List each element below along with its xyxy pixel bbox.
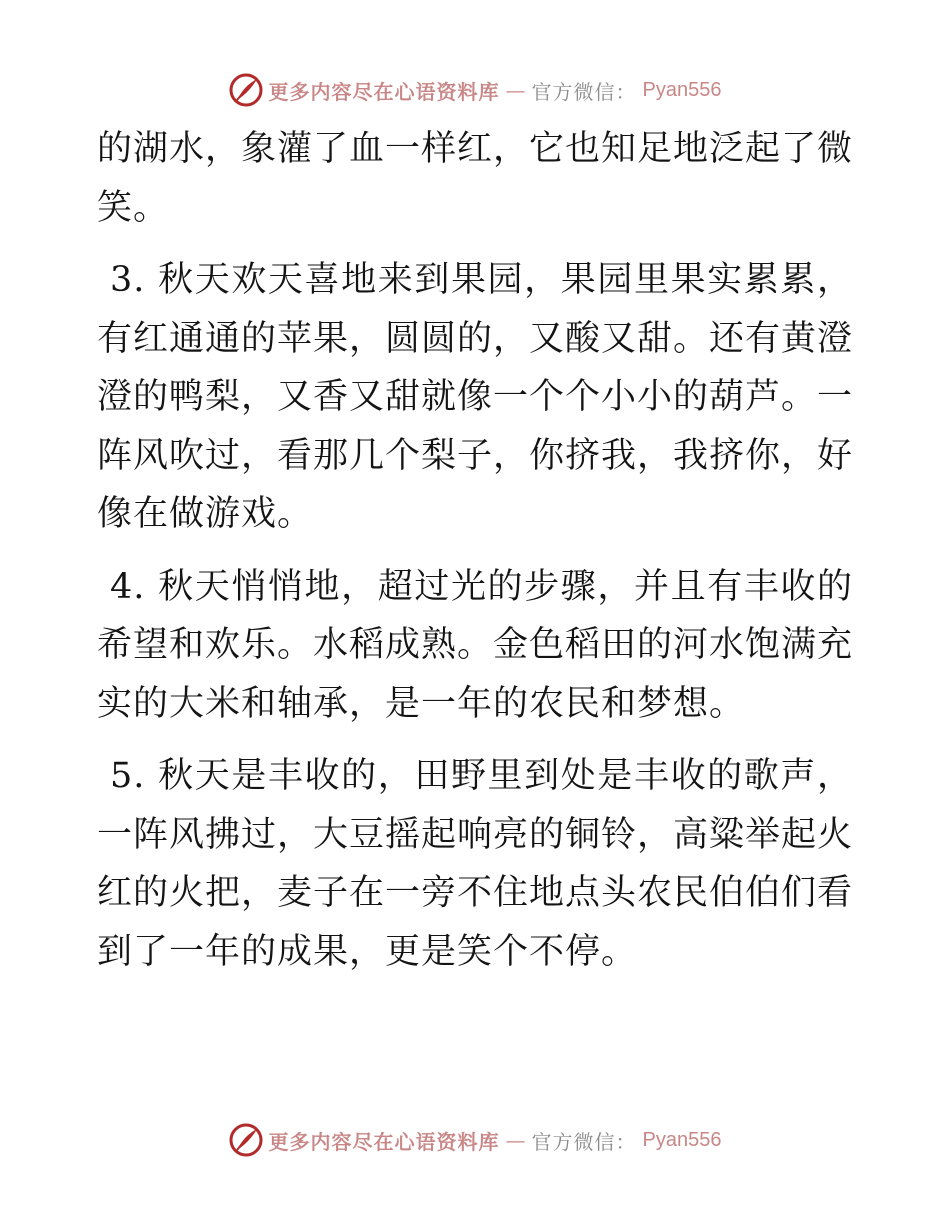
paragraph-item-4: 4. 秋天悄悄地，超过光的步骤，并且有丰收的希望和欢乐。水稻成熟。金色稻田的河水饱满充实的大米和轴承，是一年的农民和梦想。 — [97, 566, 854, 724]
header-wechat-label: 官方微信： — [531, 79, 637, 104]
header-separator: — — [505, 78, 526, 102]
header-watermark — [0, 72, 950, 108]
footer-separator: — — [505, 1128, 526, 1152]
paragraph-continuation: 的湖水，象灌了血一样红，它也知足地泛起了微笑。 — [97, 129, 854, 228]
quill-logo-icon — [229, 73, 263, 107]
footer-wechat-label: 官方微信： — [531, 1129, 637, 1154]
footer-brand-text: 更多内容尽在心语资料库 — [268, 1129, 500, 1154]
document-body — [97, 120, 853, 995]
quill-logo-icon — [229, 1123, 263, 1157]
paragraph-item-5: 5. 秋天是丰收的，田野里到处是丰收的歌声，一阵风拂过，大豆摇起响亮的铜铃，高粱举起火红的火把，麦子在一旁不住地点头农民伯伯们看到了一年的成果，更是笑个不停。 — [97, 756, 854, 972]
footer-wechat-id: Pyan556 — [642, 1128, 722, 1151]
header-wechat-id: Pyan556 — [642, 78, 722, 101]
footer-watermark — [0, 1122, 950, 1158]
paragraph-item-3: 3. 秋天欢天喜地来到果园，果园里果实累累，有红通通的苹果，圆圆的，又酸又甜。还有黄澄澄的鸭梨，又香又甜就像一个个小小的葫芦。一阵风吹过，看那几个梨子，你挤我，我挤你，好像在做游戏。 — [97, 260, 854, 534]
header-brand-text: 更多内容尽在心语资料库 — [268, 79, 500, 104]
